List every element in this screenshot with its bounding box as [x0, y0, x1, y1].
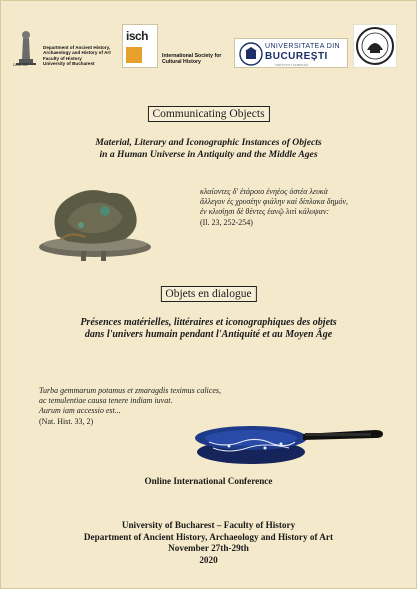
event-host: University of Bucharest – Faculty of History [121, 520, 296, 530]
ub-line2: BUCUREȘTI [265, 51, 328, 62]
latin-line: ac temulentiae causa tenere indiam iuvat. [39, 396, 173, 406]
french-subtitle: Présences matérielles, littéraires et iconographiques des objets dans l'univers humain pendant l'Antiquité et au Moyen Âge [80, 317, 337, 341]
latin-line: Aurum iam accessio est... [39, 406, 121, 416]
english-title: Communicating Objects [147, 106, 269, 122]
daia-logo [13, 25, 39, 67]
daia-caption: Department of Ancient History, Archaeology and History of Art Faculty of History University of Bucharest [43, 45, 111, 67]
latin-citation: (Nat. Hist. 33, 2) [39, 416, 94, 426]
event-footer [1, 520, 416, 566]
conference-type: Online International Conference [144, 476, 273, 486]
english-subtitle: Material, Literary and Iconographic Instances of Objects in a Human Universe in Antiquity and the Middle Ages [95, 137, 322, 160]
blue-glass-pan-image [195, 418, 385, 468]
isch-logo [122, 24, 158, 68]
latin-line: Turba gemmarum potamus et zmaragdis teximus calices, [39, 386, 221, 395]
greek-line: ἄλλεγον ἐς χρυσέην φιάλην καὶ δίπλακα δημόν, [200, 197, 349, 207]
greek-citation: (Il. 23, 252-254) [200, 217, 253, 227]
daia-mark: DAIA-UA [13, 63, 28, 67]
ub-line1: UNIVERSITATEA DIN [265, 43, 340, 50]
greek-quote [200, 187, 410, 228]
event-year: 2020 [199, 554, 218, 565]
university-bucharest-logo [234, 38, 348, 68]
event-dates: November 27th-29th [168, 543, 249, 554]
isch-caption: International Society for Cultural History [162, 53, 222, 66]
greek-line: κλαίοντες δ' ἑτάροιο ἐνηέος ὀστέα λευκὰ [200, 187, 328, 196]
greek-line: ἐν κλισίῃσι δὲ θέντες ἑανῷ λιτὶ κάλυψαν: [200, 207, 330, 217]
event-department: Department of Ancient History, Archaeology and History of Art [83, 531, 334, 542]
isch-mark: isch [126, 29, 149, 43]
bronze-artifact-image [37, 181, 153, 267]
faculty-seal-logo [353, 24, 397, 68]
ub-motto: VIRTUTE ET SAPIENTIA [275, 63, 309, 67]
french-title: Objets en dialogue [160, 286, 256, 302]
